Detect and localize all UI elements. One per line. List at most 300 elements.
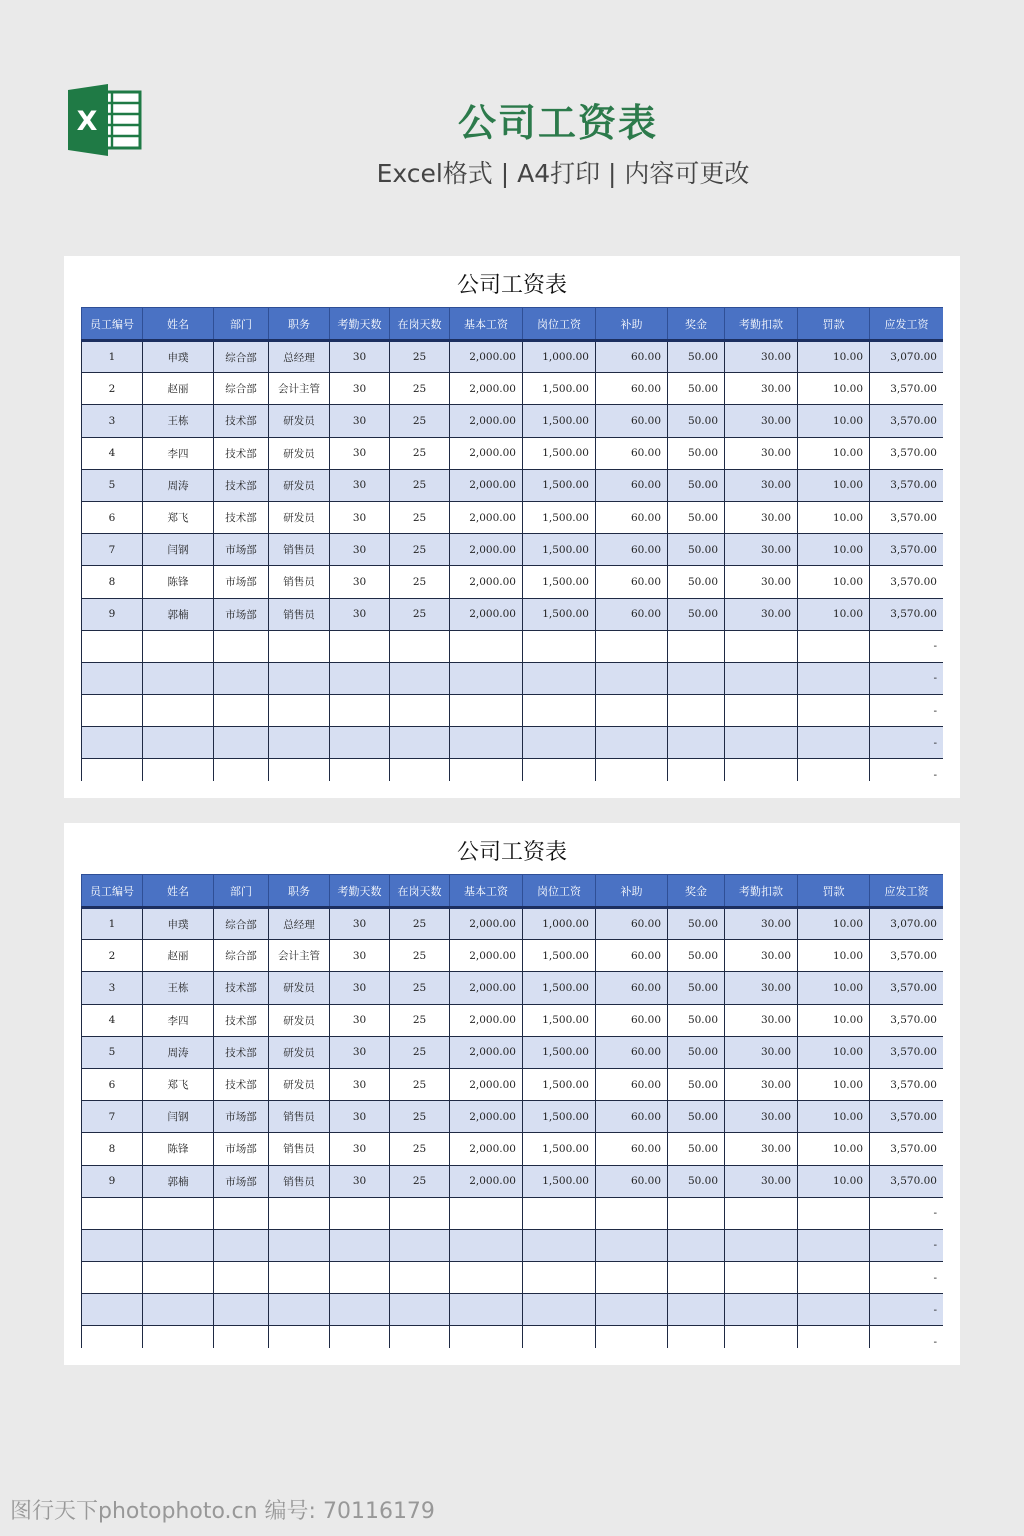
column-header: 基本工资	[450, 875, 523, 908]
table-cell: 10.00	[798, 405, 870, 437]
table-cell	[82, 727, 143, 759]
table-cell	[523, 727, 596, 759]
table-cell: 王栋	[143, 972, 214, 1004]
table-row	[82, 566, 944, 598]
table-row	[82, 1101, 944, 1133]
table-cell	[725, 727, 798, 759]
page-title: 公司工资表	[457, 101, 658, 145]
table-cell: 30.00	[725, 908, 798, 940]
table-cell: 技术部	[214, 1068, 269, 1100]
table-cell: 50.00	[668, 566, 725, 598]
table-cell: 4	[82, 437, 143, 469]
table-cell	[596, 1262, 668, 1294]
salary-table	[81, 874, 943, 1348]
table-cell: 闫钢	[143, 534, 214, 566]
column-header: 姓名	[143, 308, 214, 341]
table-cell	[143, 1262, 214, 1294]
table-cell	[596, 630, 668, 662]
table-cell	[390, 1229, 450, 1261]
table-row	[82, 662, 944, 694]
column-header: 在岗天数	[390, 875, 450, 908]
table-cell: 25	[390, 1133, 450, 1165]
table-cell	[82, 759, 143, 781]
table-cell: 研发员	[269, 1036, 330, 1068]
table-cell	[269, 759, 330, 781]
table-cell: 李四	[143, 1004, 214, 1036]
table-cell: 10.00	[798, 1133, 870, 1165]
table-cell	[390, 695, 450, 727]
table-cell: 技术部	[214, 405, 269, 437]
table-cell: 30	[330, 469, 390, 501]
table-cell: 60.00	[596, 405, 668, 437]
column-header: 部门	[214, 875, 269, 908]
table-cell	[596, 1197, 668, 1229]
table-cell: 30	[330, 534, 390, 566]
table-cell	[450, 1229, 523, 1261]
table-cell: 30	[330, 341, 390, 373]
table-cell: -	[870, 1326, 944, 1348]
table-cell	[390, 727, 450, 759]
table-cell: -	[870, 1294, 944, 1326]
table-cell: 25	[390, 1101, 450, 1133]
table-cell	[82, 1197, 143, 1229]
table-cell: -	[870, 1229, 944, 1261]
table-cell	[390, 630, 450, 662]
table-cell: -	[870, 727, 944, 759]
table-cell: 1,500.00	[523, 566, 596, 598]
table-cell	[269, 1326, 330, 1348]
table-cell: 2,000.00	[450, 534, 523, 566]
column-header: 罚款	[798, 308, 870, 341]
table-cell: 技术部	[214, 1004, 269, 1036]
table-cell	[214, 759, 269, 781]
column-header: 补助	[596, 308, 668, 341]
table-cell: -	[870, 759, 944, 781]
table-cell: 60.00	[596, 1101, 668, 1133]
table-cell: 6	[82, 1068, 143, 1100]
column-header: 奖金	[668, 308, 725, 341]
table-cell: 10.00	[798, 469, 870, 501]
table-cell: 50.00	[668, 908, 725, 940]
table-cell	[330, 1326, 390, 1348]
table-cell: 60.00	[596, 908, 668, 940]
table-cell: 陈锋	[143, 566, 214, 598]
table-cell: 综合部	[214, 373, 269, 405]
table-cell: 25	[390, 437, 450, 469]
table-cell: 50.00	[668, 534, 725, 566]
table-cell: 研发员	[269, 972, 330, 1004]
table-cell: 3	[82, 405, 143, 437]
table-cell	[269, 1229, 330, 1261]
table-cell: 综合部	[214, 940, 269, 972]
table-cell: 销售员	[269, 1101, 330, 1133]
table-cell: 销售员	[269, 1165, 330, 1197]
table-cell	[82, 1326, 143, 1348]
table-cell: 2	[82, 373, 143, 405]
table-cell: 60.00	[596, 501, 668, 533]
table-cell	[82, 695, 143, 727]
column-header: 员工编号	[82, 875, 143, 908]
table-cell: 30.00	[725, 972, 798, 1004]
table-cell	[82, 1262, 143, 1294]
table-cell	[330, 1229, 390, 1261]
table-cell: 2,000.00	[450, 501, 523, 533]
table-cell: 3,570.00	[870, 405, 944, 437]
table-row	[82, 972, 944, 1004]
table-cell: 3,070.00	[870, 908, 944, 940]
table-cell: 1,500.00	[523, 437, 596, 469]
table-cell	[330, 695, 390, 727]
table-cell: 3,570.00	[870, 501, 944, 533]
table-cell: -	[870, 662, 944, 694]
page-subtitle: Excel格式 | A4打印 | 内容可更改	[376, 159, 750, 188]
table-cell: 60.00	[596, 373, 668, 405]
column-header: 岗位工资	[523, 308, 596, 341]
table-cell: 销售员	[269, 598, 330, 630]
column-header: 员工编号	[82, 308, 143, 341]
table-cell: 市场部	[214, 1133, 269, 1165]
table-cell: 研发员	[269, 469, 330, 501]
table-cell	[143, 727, 214, 759]
table-cell	[269, 1197, 330, 1229]
table-cell: 30	[330, 373, 390, 405]
table-cell: 1	[82, 908, 143, 940]
table-cell: 2,000.00	[450, 437, 523, 469]
table-cell: 技术部	[214, 437, 269, 469]
table-cell: 60.00	[596, 469, 668, 501]
table-cell: 50.00	[668, 1004, 725, 1036]
table-cell: 60.00	[596, 940, 668, 972]
table-cell	[143, 1229, 214, 1261]
column-header: 奖金	[668, 875, 725, 908]
table-cell: 2,000.00	[450, 405, 523, 437]
table-cell: 3,570.00	[870, 1036, 944, 1068]
table-row	[82, 759, 944, 781]
table-cell: 3,570.00	[870, 469, 944, 501]
table-cell: 2,000.00	[450, 373, 523, 405]
table-cell	[725, 630, 798, 662]
table-cell: 3,570.00	[870, 1068, 944, 1100]
table-cell: 50.00	[668, 598, 725, 630]
table-cell	[596, 727, 668, 759]
table-cell	[330, 1294, 390, 1326]
column-header: 应发工资	[870, 308, 944, 341]
table-cell	[450, 662, 523, 694]
table-cell: 2,000.00	[450, 598, 523, 630]
table-cell: 销售员	[269, 566, 330, 598]
table-cell: 1,000.00	[523, 341, 596, 373]
table-row	[82, 1294, 944, 1326]
table-cell: 2	[82, 940, 143, 972]
table-cell: 25	[390, 469, 450, 501]
table-cell	[82, 1294, 143, 1326]
table-cell: 5	[82, 469, 143, 501]
column-header: 在岗天数	[390, 308, 450, 341]
table-cell	[82, 662, 143, 694]
column-header: 罚款	[798, 875, 870, 908]
table-cell: 50.00	[668, 1068, 725, 1100]
table-cell: 3,570.00	[870, 972, 944, 1004]
table-cell: 25	[390, 501, 450, 533]
table-row	[82, 1036, 944, 1068]
table-cell	[668, 1326, 725, 1348]
table-cell	[596, 1294, 668, 1326]
table-cell: 60.00	[596, 437, 668, 469]
table-cell: 25	[390, 1004, 450, 1036]
table-cell: 7	[82, 1101, 143, 1133]
table-cell	[668, 662, 725, 694]
table-cell: 3,570.00	[870, 1004, 944, 1036]
table-cell: 研发员	[269, 405, 330, 437]
table-cell: -	[870, 1262, 944, 1294]
table-cell: 25	[390, 1068, 450, 1100]
table-cell: 总经理	[269, 341, 330, 373]
table-cell: 30	[330, 437, 390, 469]
table-cell	[330, 1262, 390, 1294]
table-cell	[523, 1197, 596, 1229]
table-cell	[143, 1197, 214, 1229]
table-cell	[668, 1294, 725, 1326]
table-cell: 30.00	[725, 1133, 798, 1165]
table-cell: 50.00	[668, 1133, 725, 1165]
table-cell: 周涛	[143, 1036, 214, 1068]
table-cell: 技术部	[214, 972, 269, 1004]
table-row	[82, 534, 944, 566]
table-cell	[798, 1229, 870, 1261]
table-cell: 25	[390, 341, 450, 373]
table-cell: 李四	[143, 437, 214, 469]
table-cell: 1,500.00	[523, 534, 596, 566]
table-cell	[668, 630, 725, 662]
table-cell	[798, 1326, 870, 1348]
table-cell: 30	[330, 405, 390, 437]
table-cell	[214, 1229, 269, 1261]
column-header: 职务	[269, 308, 330, 341]
table-cell: 50.00	[668, 1036, 725, 1068]
table-cell	[596, 1326, 668, 1348]
table-cell: 60.00	[596, 1068, 668, 1100]
table-cell: 市场部	[214, 1165, 269, 1197]
table-cell: 研发员	[269, 1068, 330, 1100]
table-cell	[450, 1294, 523, 1326]
table-cell: 研发员	[269, 501, 330, 533]
table-cell: 1,500.00	[523, 405, 596, 437]
table-cell: 25	[390, 1036, 450, 1068]
table-cell: 1,500.00	[523, 972, 596, 1004]
table-cell: 2,000.00	[450, 972, 523, 1004]
table-cell	[725, 1294, 798, 1326]
column-header: 考勤扣款	[725, 875, 798, 908]
table-cell	[668, 1197, 725, 1229]
table-row	[82, 1197, 944, 1229]
table-cell: 3,570.00	[870, 598, 944, 630]
table-cell: 50.00	[668, 437, 725, 469]
table-cell: 10.00	[798, 1165, 870, 1197]
column-header: 应发工资	[870, 875, 944, 908]
table-cell: 1,500.00	[523, 940, 596, 972]
column-header: 考勤天数	[330, 875, 390, 908]
table-row	[82, 1326, 944, 1348]
table-cell: 赵丽	[143, 373, 214, 405]
sheet-title: 公司工资表	[456, 840, 567, 865]
table-cell	[143, 1326, 214, 1348]
table-cell: 市场部	[214, 598, 269, 630]
table-cell: 王栋	[143, 405, 214, 437]
table-cell	[668, 695, 725, 727]
table-cell: 25	[390, 1165, 450, 1197]
table-cell: 30	[330, 1101, 390, 1133]
table-row	[82, 630, 944, 662]
table-cell	[523, 1326, 596, 1348]
table-cell: 60.00	[596, 1133, 668, 1165]
table-cell	[725, 759, 798, 781]
table-cell	[450, 1326, 523, 1348]
table-cell	[143, 695, 214, 727]
table-cell	[214, 1326, 269, 1348]
table-cell	[450, 759, 523, 781]
table-cell	[523, 1262, 596, 1294]
column-header: 考勤扣款	[725, 308, 798, 341]
table-cell: 1,500.00	[523, 373, 596, 405]
table-cell: 郑飞	[143, 1068, 214, 1100]
table-cell: 郭楠	[143, 598, 214, 630]
table-cell: 10.00	[798, 598, 870, 630]
table-cell	[390, 1294, 450, 1326]
table-cell: 2,000.00	[450, 1101, 523, 1133]
table-cell: 10.00	[798, 437, 870, 469]
table-cell	[798, 695, 870, 727]
table-cell: 10.00	[798, 501, 870, 533]
table-cell	[82, 630, 143, 662]
table-cell: 60.00	[596, 1004, 668, 1036]
table-row	[82, 373, 944, 405]
salary-sheet-preview-2	[64, 823, 960, 1365]
table-cell: 30.00	[725, 1165, 798, 1197]
table-cell: 50.00	[668, 341, 725, 373]
table-row	[82, 469, 944, 501]
table-cell: 30.00	[725, 940, 798, 972]
table-cell: 8	[82, 1133, 143, 1165]
table-cell: 1,500.00	[523, 1068, 596, 1100]
table-cell: 10.00	[798, 1004, 870, 1036]
table-cell	[450, 1197, 523, 1229]
table-cell: 30	[330, 566, 390, 598]
table-cell: 2,000.00	[450, 940, 523, 972]
table-cell	[668, 727, 725, 759]
table-cell	[143, 662, 214, 694]
table-cell: 30.00	[725, 405, 798, 437]
table-cell: 2,000.00	[450, 1133, 523, 1165]
table-cell: 3,570.00	[870, 566, 944, 598]
table-cell: 闫钢	[143, 1101, 214, 1133]
table-cell: 1,500.00	[523, 501, 596, 533]
table-cell	[214, 1262, 269, 1294]
table-cell: 赵丽	[143, 940, 214, 972]
sheet-title: 公司工资表	[456, 273, 567, 298]
column-header: 姓名	[143, 875, 214, 908]
table-cell: 2,000.00	[450, 1036, 523, 1068]
table-cell	[450, 695, 523, 727]
table-cell	[725, 695, 798, 727]
table-cell	[798, 1197, 870, 1229]
table-cell: 3,570.00	[870, 1101, 944, 1133]
table-cell: 1,500.00	[523, 1101, 596, 1133]
table-cell	[668, 1262, 725, 1294]
table-cell: 1,500.00	[523, 1004, 596, 1036]
table-cell	[143, 759, 214, 781]
table-row	[82, 341, 944, 373]
table-cell	[798, 727, 870, 759]
table-cell: 25	[390, 972, 450, 1004]
excel-logo-letter: X	[76, 106, 98, 137]
table-cell: 4	[82, 1004, 143, 1036]
table-cell: 30.00	[725, 1004, 798, 1036]
table-cell: 1,000.00	[523, 908, 596, 940]
table-cell	[523, 662, 596, 694]
table-cell: 3,570.00	[870, 534, 944, 566]
column-header: 补助	[596, 875, 668, 908]
table-cell: 30	[330, 940, 390, 972]
table-cell: 50.00	[668, 469, 725, 501]
table-cell	[798, 630, 870, 662]
table-cell: 50.00	[668, 940, 725, 972]
table-cell: 50.00	[668, 1101, 725, 1133]
table-row	[82, 908, 944, 940]
table-cell: 2,000.00	[450, 566, 523, 598]
table-cell: 25	[390, 405, 450, 437]
table-cell	[596, 1229, 668, 1261]
table-cell: 60.00	[596, 341, 668, 373]
table-cell: 30.00	[725, 469, 798, 501]
table-cell	[214, 1197, 269, 1229]
table-cell: 市场部	[214, 1101, 269, 1133]
table-cell	[798, 1294, 870, 1326]
table-cell: 25	[390, 598, 450, 630]
table-row	[82, 1229, 944, 1261]
table-cell: -	[870, 695, 944, 727]
table-cell: 2,000.00	[450, 469, 523, 501]
table-cell: 2,000.00	[450, 1165, 523, 1197]
table-cell	[143, 1294, 214, 1326]
table-cell: 郭楠	[143, 1165, 214, 1197]
table-cell	[523, 1229, 596, 1261]
table-cell	[725, 1326, 798, 1348]
table-cell: 60.00	[596, 1165, 668, 1197]
table-cell: 3,570.00	[870, 1133, 944, 1165]
table-cell	[596, 759, 668, 781]
table-cell: 60.00	[596, 598, 668, 630]
table-cell: 1,500.00	[523, 1036, 596, 1068]
table-cell	[390, 1326, 450, 1348]
table-cell: 50.00	[668, 1165, 725, 1197]
watermark: 图行天下photophoto.cn 编号: 70116179	[10, 1499, 435, 1524]
table-cell: 10.00	[798, 1036, 870, 1068]
table-cell	[523, 1294, 596, 1326]
table-cell	[725, 1262, 798, 1294]
table-cell: 会计主管	[269, 373, 330, 405]
table-cell	[725, 1197, 798, 1229]
table-cell: 3,570.00	[870, 940, 944, 972]
table-cell: 30	[330, 501, 390, 533]
table-cell: 6	[82, 501, 143, 533]
table-cell	[668, 759, 725, 781]
table-cell	[450, 630, 523, 662]
table-cell: 25	[390, 940, 450, 972]
table-cell: -	[870, 1197, 944, 1229]
table-cell	[269, 695, 330, 727]
table-cell: 1,500.00	[523, 1133, 596, 1165]
table-cell: 技术部	[214, 501, 269, 533]
